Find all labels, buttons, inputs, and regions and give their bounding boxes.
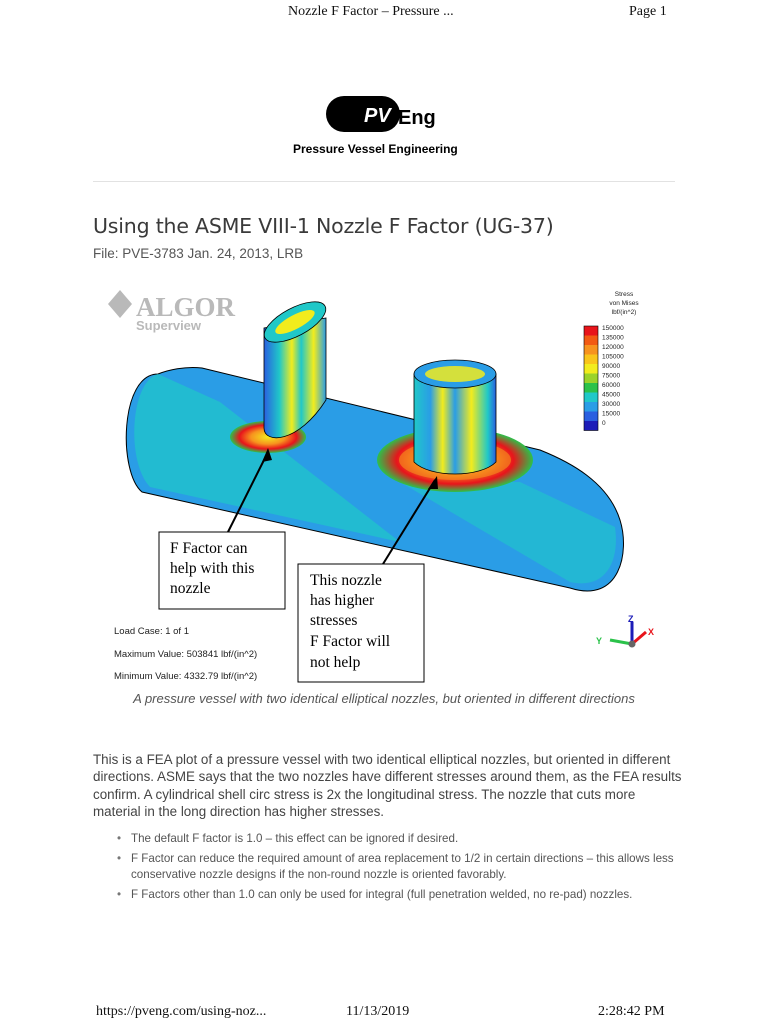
legend-value: 120000 [602, 344, 624, 351]
right-callout-line-4: F Factor will [310, 633, 391, 650]
min-value-text: Minimum Value: 4332.79 lbf/(in^2) [114, 671, 258, 682]
legend-swatch [584, 374, 598, 384]
axis-x-label: X [648, 627, 655, 637]
legend-value: 0 [602, 420, 606, 427]
fea-stress-figure [100, 282, 664, 688]
legend-value: 150000 [602, 325, 624, 332]
print-header-title: Nozzle F Factor – Pressure ... [288, 4, 454, 19]
legend-title-line-3: lbf/(in^2) [611, 309, 637, 316]
header-divider [93, 181, 675, 182]
stress-legend [584, 291, 639, 431]
logo-badge-text: PV [364, 105, 391, 127]
algor-name: ALGOR [136, 292, 236, 322]
article-title: Using the ASME VIII-1 Nozzle F Factor (UG-37) [93, 214, 554, 238]
right-nozzle [414, 360, 496, 474]
list-item: • F Factors other than 1.0 can only be used for integral (full penetration welded, no re-pad) nozzles. [117, 887, 677, 903]
legend-swatch [584, 421, 598, 431]
right-callout-line-1: This nozzle [310, 572, 382, 589]
list-item: • The default F factor is 1.0 – this effect can be ignored if desired. [117, 831, 677, 847]
algor-sub: Superview [136, 318, 202, 333]
right-callout-line-5: not help [310, 654, 361, 671]
right-callout-line-3: stresses [310, 612, 358, 629]
logo-tagline: Pressure Vessel Engineering [293, 142, 458, 156]
legend-value: 75000 [602, 372, 621, 380]
left-callout-line-2: help with this [170, 560, 255, 577]
legend-swatch [584, 345, 598, 355]
axis-y-label: Y [596, 636, 603, 646]
axes-triad-icon [596, 614, 654, 648]
pveng-logo [288, 88, 478, 160]
legend-value: 90000 [602, 363, 621, 370]
legend-value: 135000 [602, 334, 624, 342]
print-header [0, 2, 768, 24]
bullet-list [117, 831, 677, 907]
body-paragraph: This is a FEA plot of a pressure vessel with two identical elliptical nozzles, but oriented in different directions. ASME says that the two nozzles have different stresses around them, as the FEA results confirm. A cylindrical shell circ stress is 2x the longitudinal stress. The nozzle that cuts more material in the long direction has higher stresses. [93, 752, 682, 820]
print-footer-url: https://pveng.com/using-noz... [96, 1004, 267, 1019]
legend-value: 30000 [602, 401, 621, 408]
algor-watermark [108, 290, 236, 333]
legend-swatch [584, 383, 598, 393]
legend-value: 45000 [602, 391, 621, 399]
legend-swatch [584, 336, 598, 346]
axis-z-label: Z [628, 614, 634, 624]
legend-swatch [584, 412, 598, 422]
legend-swatch [584, 355, 598, 365]
print-footer-time: 2:28:42 PM [598, 1004, 665, 1019]
left-callout-line-3: nozzle [170, 580, 211, 597]
max-value-text: Maximum Value: 503841 lbf/(in^2) [114, 649, 258, 660]
algor-diamond-icon [108, 290, 132, 318]
left-callout-line-1: F Factor can [170, 540, 248, 557]
load-case-text: Load Case: 1 of 1 [114, 626, 189, 637]
right-callout-line-2: has higher [310, 592, 375, 609]
print-footer-date: 11/13/2019 [346, 1004, 410, 1019]
legend-title-line-1: Stress [614, 291, 634, 298]
legend-title-line-2: von Mises [609, 300, 639, 307]
legend-swatch [584, 364, 598, 374]
logo-name-text: Eng [398, 107, 436, 129]
file-meta: File: PVE-3783 Jan. 24, 2013, LRB [93, 246, 304, 261]
legend-swatch [584, 326, 598, 336]
list-item: • F Factor can reduce the required amount of area replacement to 1/2 in certain directions – this allows less conservative nozzle designs if the non-round nozzle is oriented favorably. [117, 851, 677, 883]
legend-value: 105000 [602, 353, 624, 361]
legend-value: 15000 [602, 410, 621, 418]
figure-caption: A pressure vessel with two identical elliptical nozzles, but oriented in different directions [133, 691, 635, 706]
print-header-page-number: Page 1 [629, 4, 667, 19]
legend-swatch [584, 402, 598, 412]
legend-swatch [584, 393, 598, 403]
legend-value: 60000 [602, 382, 621, 389]
print-footer [0, 1004, 768, 1024]
